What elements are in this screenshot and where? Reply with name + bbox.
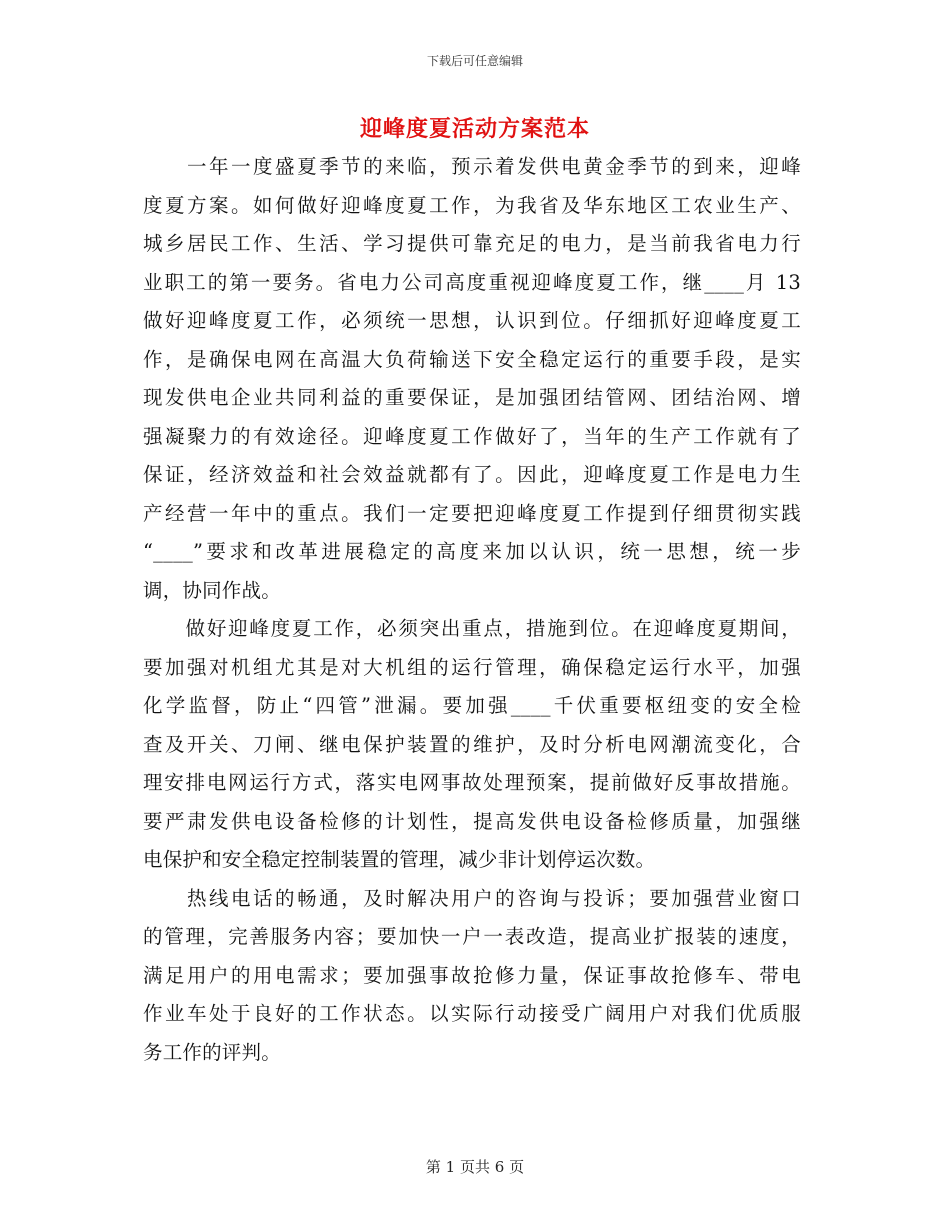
document-title: 迎峰度夏活动方案范本 [359,116,590,142]
text-line: 保证，经济效益和社会效益就都有了。因此，迎峰度夏工作是电力生 [143,463,801,486]
text-line: 作，是确保电网在高温大负荷输送下安全稳定运行的重要手段，是实 [143,347,801,371]
text-line: “____”要求和改革进展稳定的高度来加以认识，统一思想，统一步 [143,540,801,563]
text-line: 调，协同作战。 [143,578,281,602]
text-line: 电保护和安全稳定控制装置的管理，减少非计划停运次数。 [143,848,656,871]
paragraph-3 [143,880,801,1073]
text-line: 做好迎峰度夏工作，必须统一思想，认识到位。仔细抓好迎峰度夏工 [143,309,801,332]
text-line: 强凝聚力的有效途径。迎峰度夏工作做好了，当年的生产工作就有了 [143,424,801,448]
page-header: 下载后可任意编辑 [426,54,523,68]
text-line: 城乡居民工作、生活、学习提供可靠充足的电力，是当前我省电力行 [143,232,801,255]
text-line: 要严肃发供电设备检修的计划性，提高发供电设备检修质量，加强继 [143,809,801,833]
text-line: 务工作的评判。 [143,1040,281,1064]
text-line: 满足用户的用电需求；要加强事故抢修力量，保证事故抢修车、带电 [143,963,801,987]
text-line: 热线电话的畅通，及时解决用户的咨询与投诉；要加强营业窗口 [143,886,801,910]
document-body [143,148,801,1072]
text-line: 度夏方案。如何做好迎峰度夏工作，为我省及华东地区工农业生产、 [143,193,801,217]
text-line: 现发供电企业共同利益的重要保证，是加强团结管网、团结治网、增 [143,386,801,409]
text-line: 查及开关、刀闸、继电保护装置的维护，及时分析电网潮流变化，合 [143,732,801,756]
text-line: 业职工的第一要务。省电力公司高度重视迎峰度夏工作，继____月 13 [143,270,801,294]
paragraph-1 [143,148,801,610]
text-line: 理安排电网运行方式，落实电网事故处理预案，提前做好反事故措施。 [143,771,801,794]
paragraph-2 [143,610,801,880]
text-line: 作业车处于良好的工作状态。以实际行动接受广阔用户对我们优质服 [143,1002,801,1025]
text-line: 要加强对机组尤其是对大机组的运行管理，确保稳定运行水平，加强 [143,655,801,679]
text-line: 产经营一年中的重点。我们一定要把迎峰度夏工作提到仔细贯彻实践 [143,501,801,525]
text-line: 一年一度盛夏季节的来临，预示着发供电黄金季节的到来，迎峰 [143,155,801,178]
text-line: 做好迎峰度夏工作，必须突出重点，措施到位。在迎峰度夏期间， [143,617,801,640]
text-line: 化学监督，防止“四管”泄漏。要加强____千伏重要枢纽变的安全检 [143,694,801,717]
text-line: 的管理，完善服务内容；要加快一户一表改造，提高业扩报装的速度， [143,925,801,948]
page-footer: 第 1 页共 6 页 [425,1158,525,1176]
